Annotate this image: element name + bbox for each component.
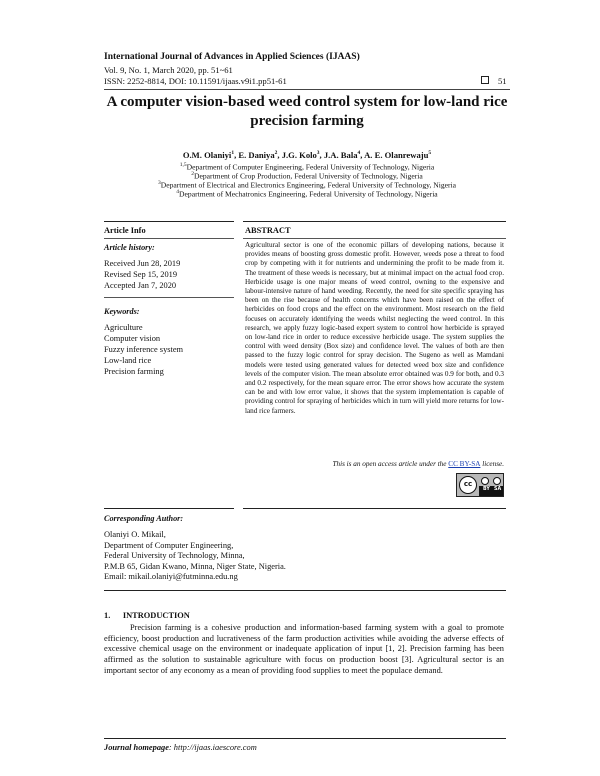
issn-doi-line: ISSN: 2252-8814, DOI: 10.11591/ijaas.v9i1.pp51-61 xyxy=(104,76,287,86)
keyword: Agriculture xyxy=(104,323,143,332)
author-list: O.M. Olaniyi$^1$, E. Daniya$^2$, J.G. Kolo$^3$, J.A. Bala$^4$, A. E. Olanrewaju$^5$ xyxy=(182,150,432,160)
paper-title: A computer vision-based weed control system for low-land rice precision farming xyxy=(106,94,508,129)
history-revised: Revised Sep 15, 2019 xyxy=(104,270,178,279)
author-name: A. E. Olanrewaju xyxy=(364,150,429,160)
introduction-text: Precision farming is a cohesive production and information-based farming system with a goal to promote efficiency, boost production and lucrativeness of the farm production activities while avoiding the adverse effects of excessive chemical usage on the environment or inadequate application of input [1, 2]. Precision farming has been affirmed as the solution to sustainable agriculture with focus on production boost [3]. Agricultural sector is an important sector of any economy as a mean of providing food supplies to meet the populace demand. xyxy=(104,623,504,675)
header-rule xyxy=(104,89,510,90)
keyword: Computer vision xyxy=(104,334,161,343)
cc-by-sa-badge-icon[interactable] xyxy=(456,473,504,497)
journal-name: International Journal of Advances in Applied Sciences (IJAAS) xyxy=(104,52,360,62)
abstract-heading: ABSTRACT xyxy=(245,226,291,235)
corresponding-author-heading: Corresponding Author: xyxy=(104,514,184,523)
author-name: E. Daniya xyxy=(238,150,275,160)
book-icon xyxy=(481,76,489,84)
affiliation: $^{1,5}$Department of Computer Engineering, Federal University of Technology, Nigeria xyxy=(179,162,435,172)
by-label: BY xyxy=(483,487,490,492)
license-link[interactable]: CC BY-SA xyxy=(448,460,481,468)
affiliation: $^4$Department of Mechatronics Engineering, Federal University of Technology, Nigeria xyxy=(176,189,438,199)
license-note: This is an open access article under the CC BY-SA license. xyxy=(332,460,504,468)
address-line: P.M.B 65, Gidan Kwano, Minna, Niger State, Nigeria. xyxy=(104,561,286,571)
email-line: Email: mikail.olaniyi@futminna.edu.ng xyxy=(104,572,238,581)
journal-homepage: Journal homepage: http://ijaas.iaescore.com xyxy=(104,743,257,752)
department-line: Department of Computer Engineering, xyxy=(104,540,234,550)
info-bottom-rule xyxy=(104,508,234,509)
affiliation: $^2$Department of Crop Production, Federal University of Technology, Nigeria xyxy=(191,171,423,181)
abstract-bottom-rule xyxy=(243,508,506,509)
abstract-top-rule xyxy=(243,221,506,222)
author-name-line: Olaniyi O. Mikail, xyxy=(104,530,166,539)
by-person-icon xyxy=(481,477,489,485)
keyword: Low-land rice xyxy=(104,356,152,365)
volume-line: Vol. 9, No. 1, March 2020, pp. 51~61 xyxy=(104,65,233,75)
keywords-heading: Keywords: xyxy=(104,307,140,316)
institution-line: Federal University of Technology, Minna, xyxy=(104,551,245,560)
abstract-text: Agricultural sector is one of the economic pillars of developing nations, because it provides means of boosting gross domestic profit. However, weeds pose a threat to food crop by competing with it for nutrients and undermining the profit to be made from it. The treatment of these weeds is necessary, but at minimal impact on the actual food crop. Herbicide usage is one major means of weed control, owning to the expensive and labour-intensive nature of hand weeding. Recently, the need for site specific spraying has been on the rise because of health concerns which have been raised on the effect of herbicides on food crops and the effect on the environment. Most research on the field focuses on accurately identifying the weeds whilst neglecting the weed control. In this research, we apply fuzzy logic-based expert system to control how herbicide is sprayed on low-land rice in order to reduce excessive herbicide usage. The system supplies the control with weed density (Box size) and confidence level. The values of both are then passed to the fuzzy logic control for spray decision. The Sugeno as well as Mamdani models were tested using generated values for detected weed box size and confidence levels of the computer vision. The mean absolute error obtained was 0.9 for both, and 0.3 and 0.2 respectively, for the mean square error. The error shows how accurate the system can be and with low error value, it shows that the system implementation is capable of providing control for spraying of herbicides which in turn will yield more returns for low-land rice farmers. xyxy=(245,241,504,415)
sa-share-icon xyxy=(493,477,501,485)
corresponding-bottom-rule xyxy=(104,590,506,591)
author-name: J.A. Bala xyxy=(323,150,358,160)
history-received: Received Jun 28, 2019 xyxy=(104,259,181,268)
abstract-rule xyxy=(243,238,506,239)
article-history-heading: Article history: xyxy=(104,243,155,252)
keyword: Fuzzy inference system xyxy=(104,345,184,354)
article-info-rule xyxy=(104,238,234,239)
page-number: 51 xyxy=(498,76,507,86)
corresponding-author-details xyxy=(104,530,286,583)
cc-icon: cc xyxy=(459,476,477,494)
history-rule xyxy=(104,297,234,298)
badge-label-strip xyxy=(479,486,503,496)
footer-rule xyxy=(104,738,506,739)
article-info-heading: Article Info xyxy=(104,226,146,235)
history-accepted: Accepted Jan 7, 2020 xyxy=(104,281,177,290)
homepage-url[interactable]: : http://ijaas.iaescore.com xyxy=(168,743,257,752)
article-info-top-rule xyxy=(104,221,234,222)
author-name: J.G. Kolo xyxy=(281,150,317,160)
sa-label: SA xyxy=(494,487,502,492)
keyword: Precision farming xyxy=(104,367,164,376)
author-name: O.M. Olaniyi xyxy=(182,150,232,160)
affiliation: $^3$Department of Electrical and Electronics Engineering, Federal University of Technology, Nigeria xyxy=(157,180,457,190)
introduction-heading: 1. INTRODUCTION xyxy=(104,611,190,620)
